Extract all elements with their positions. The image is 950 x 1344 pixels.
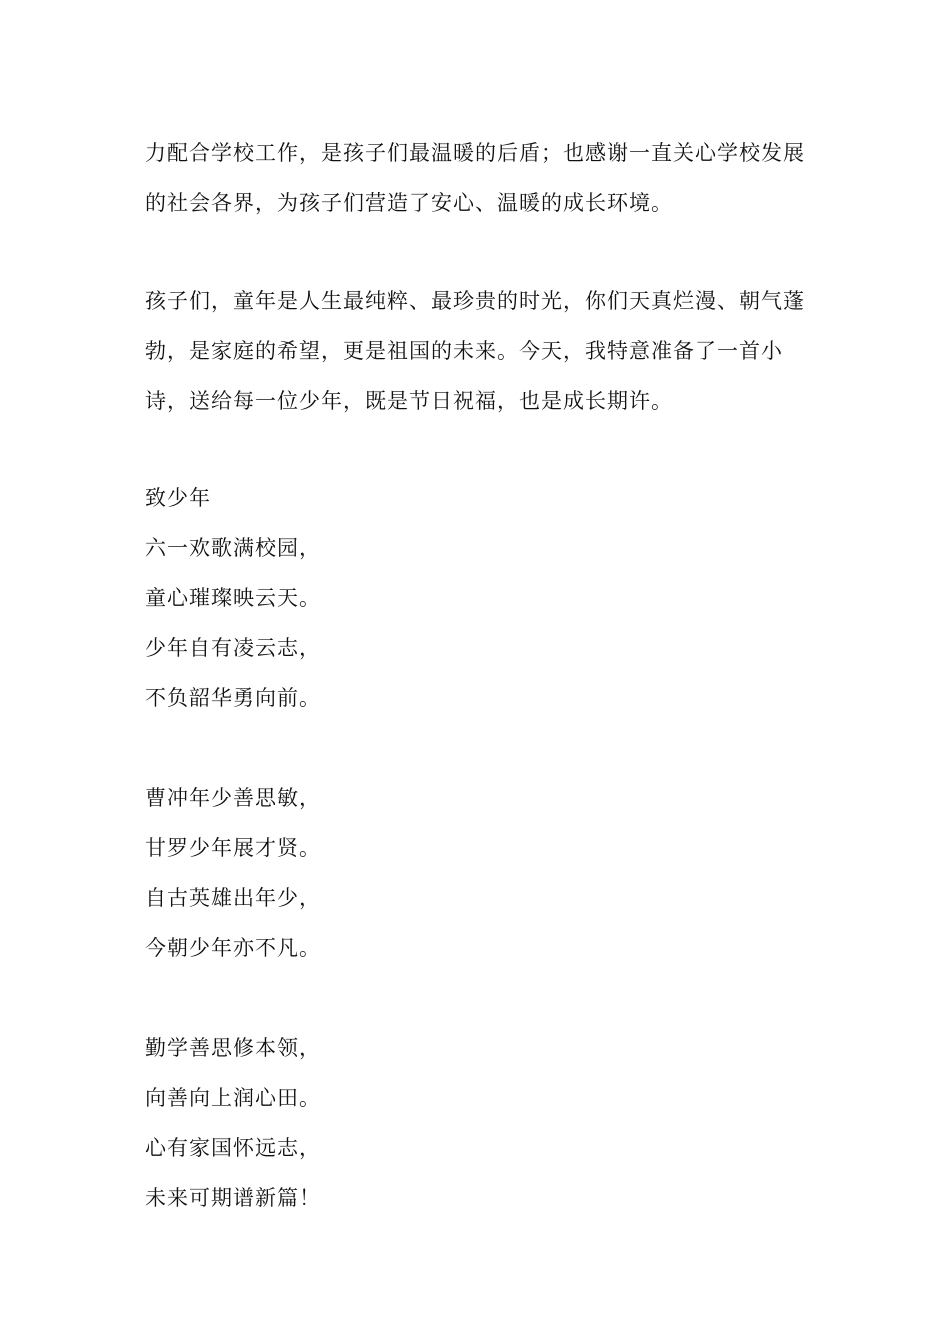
poem-line: 曹冲年少善思敏， (145, 786, 321, 810)
paragraph-children: 孩子们，童年是人生最纯粹、最珍贵的时光，你们天真烂漫、朝气蓬勃，是家庭的希望，更是祖国的未来。今天，我特意准备了一首小诗，送给每一位少年，既是节日祝福，也是成长期许。 (145, 289, 805, 413)
poem-line: 勤学善思修本领， (145, 1036, 321, 1060)
poem-line: 自古英雄出年少， (145, 886, 321, 910)
poem-line: 未来可期谱新篇！ (145, 1186, 321, 1210)
poem-line: 甘罗少年展才贤。 (145, 836, 321, 860)
poem-line: 心有家国怀远志， (145, 1136, 321, 1160)
poem-title: 致少年 (145, 486, 211, 510)
paragraph-thanks: 力配合学校工作，是孩子们最温暖的后盾；也感谢一直关心学校发展的社会各界，为孩子们营造了安心、温暖的成长环境。 (145, 141, 805, 215)
poem-line: 不负韶华勇向前。 (145, 686, 321, 710)
poem-line: 童心璀璨映云天。 (145, 586, 321, 610)
poem-line: 少年自有凌云志， (145, 636, 321, 660)
poem-line: 向善向上润心田。 (145, 1086, 321, 1110)
poem-line: 今朝少年亦不凡。 (145, 936, 321, 960)
poem-line: 六一欢歌满校园， (145, 536, 321, 560)
